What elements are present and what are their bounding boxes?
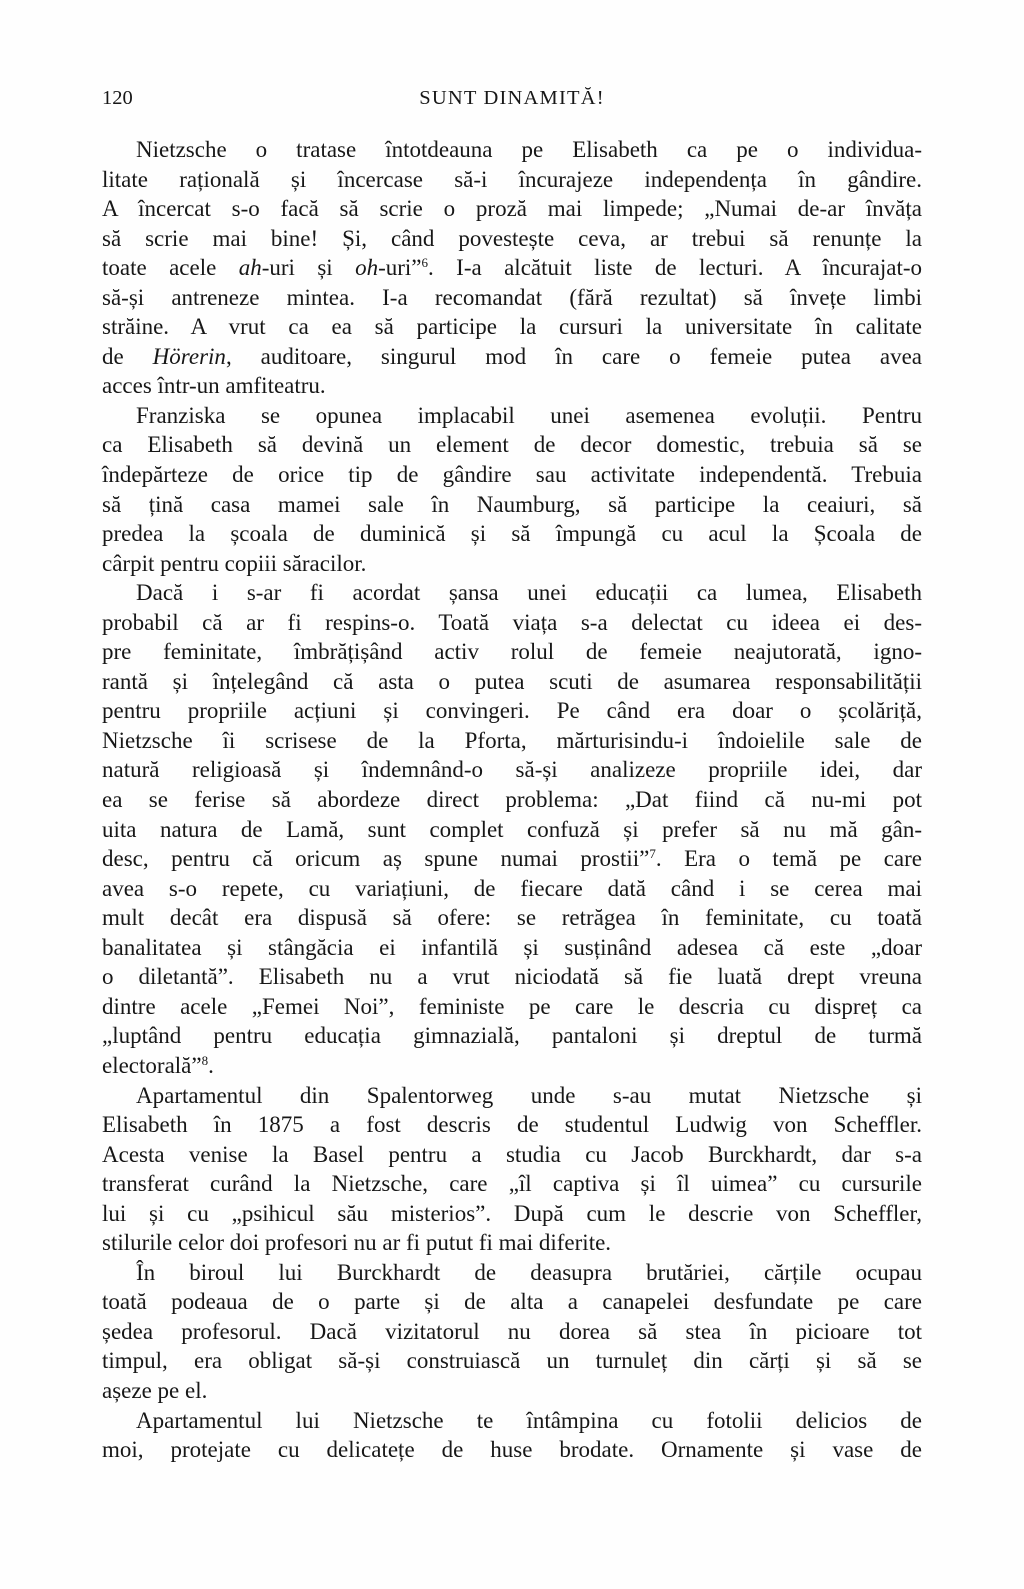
text-line: [102, 785, 922, 815]
text-line: [102, 165, 922, 195]
text-line: [102, 1376, 922, 1406]
text-line: [102, 519, 922, 549]
text-line: [102, 1199, 922, 1229]
text-line: [102, 933, 922, 963]
text-segment: lui și cu „psihicul său misterios”. După cum le descrie von Scheffler,: [102, 1200, 922, 1226]
text-segment: transferat curând la Nietzsche, care „îl captiva și îl uimea” cu cursurile: [102, 1171, 922, 1197]
text-segment: toate acele: [102, 255, 239, 281]
italic-text: ah: [238, 255, 262, 281]
text-segment: predea la școala de duminică și să împungă cu acul la Școala de: [102, 521, 922, 547]
text-line: [102, 371, 922, 401]
text-line: [102, 608, 922, 638]
running-header: SUNT DINAMITĂ!: [419, 87, 605, 109]
text-line: [102, 430, 922, 460]
text-line: [102, 401, 922, 431]
text-line: [102, 460, 922, 490]
text-line: [102, 194, 922, 224]
text-segment: o diletantă”. Elisabeth nu a vrut niciodată să fie luată drept vreuna: [102, 964, 922, 990]
text-segment: Franziska se opunea implacabil unei asemenea evoluții. Pentru: [136, 402, 922, 428]
text-line: [102, 667, 922, 697]
text-segment: , auditoare, singurul mod în care o femeie putea avea: [225, 343, 922, 369]
italic-text: Hörerin: [152, 343, 226, 369]
text-line: [102, 696, 922, 726]
text-segment: toată podeaua de o parte și de alta a canapelei desfundate pe care: [102, 1289, 922, 1315]
text-segment: -uri și: [261, 255, 356, 281]
text-segment: avea s-o repete, cu variațiuni, de fiecare dată când i se cerea mai: [102, 875, 922, 901]
text-segment: Nietzsche îi scrisese de la Pforta, mărturisindu-i îndoielile sale de: [102, 727, 922, 753]
text-segment: moi, protejate cu delicatețe de huse brodate. Ornamente și vase de: [102, 1437, 922, 1463]
text-segment: acces într-un amfiteatru.: [102, 373, 326, 399]
text-line: [102, 1140, 922, 1170]
text-segment: litate rațională și încercase să-i încurajeze independența în gândire.: [102, 166, 922, 192]
text-segment: probabil că ar fi respins-o. Toată viața s-a delectat cu ideea ei des-: [102, 609, 922, 635]
text-block: [102, 135, 922, 1465]
text-segment: Elisabeth în 1875 a fost descris de studentul Ludwig von Scheffler.: [102, 1112, 922, 1138]
text-segment: mult decât era dispusă să ofere: se retrăgea în feminitate, cu toată: [102, 905, 922, 931]
text-segment: electorală”: [102, 1052, 202, 1078]
text-line: [102, 755, 922, 785]
text-segment: îndepărteze de orice tip de gândire sau activitate independentă. Trebuia: [102, 462, 922, 488]
text-segment: Dacă i s-ar fi acordat șansa unei educații ca lumea, Elisabeth: [136, 580, 922, 606]
text-segment: să țină casa mamei sale în Naumburg, să participe la ceaiuri, să: [102, 491, 922, 517]
text-line: [102, 903, 922, 933]
paragraph: [102, 1081, 922, 1258]
text-segment: străine. A vrut ca ea să participe la cursuri la universitate în calitate: [102, 314, 922, 340]
text-line: [102, 874, 922, 904]
text-segment: . I-a alcătuit liste de lecturi. A încurajat-o: [428, 255, 923, 281]
footnote-reference: 7: [649, 846, 656, 862]
paragraph: [102, 1258, 922, 1406]
text-segment: cârpit pentru copiii săracilor.: [102, 550, 367, 576]
footnote-reference: 8: [201, 1052, 209, 1068]
text-line: [102, 1021, 922, 1051]
text-segment: Apartamentul lui Nietzsche te întâmpina cu fotolii delicios de: [136, 1407, 922, 1433]
text-line: [102, 578, 922, 608]
text-segment: să-și antreneze mintea. I-a recomandat (fără rezultat) să învețe limbi: [102, 284, 922, 310]
footnote-reference: 6: [421, 255, 429, 271]
text-line: [102, 1435, 922, 1465]
text-segment: rantă și înțelegând că asta o putea scuti de asumarea responsabilității: [102, 668, 922, 694]
text-segment: În biroul lui Burckhardt de deasupra brutăriei, cărțile ocupau: [136, 1259, 922, 1285]
text-segment: .: [208, 1052, 214, 1078]
text-line: [102, 726, 922, 756]
text-segment: „luptând pentru educația gimnazială, pantaloni și dreptul de turmă: [102, 1023, 922, 1049]
text-segment: -uri”: [378, 255, 422, 281]
text-line: [102, 490, 922, 520]
text-line: [102, 1346, 922, 1376]
text-segment: pentru propriile acțiuni și convingeri. Pe când era doar o școlăriță,: [102, 698, 922, 724]
text-segment: ca Elisabeth să devină un element de decor domestic, trebuia să se: [102, 432, 922, 458]
paragraph: [102, 1406, 922, 1465]
text-line: [102, 992, 922, 1022]
text-segment: natură religioasă și îndemnând-o să-și analizeze propriile idei, dar: [102, 757, 922, 783]
paragraph: [102, 135, 922, 401]
text-line: [102, 637, 922, 667]
text-line: [102, 253, 922, 283]
text-line: [102, 1406, 922, 1436]
text-line: [102, 1287, 922, 1317]
text-segment: de: [102, 343, 153, 369]
text-line: [102, 1081, 922, 1111]
text-line: [102, 1051, 922, 1081]
text-segment: ședea profesorul. Dacă vizitatorul nu dorea să stea în picioare tot: [102, 1318, 922, 1344]
text-line: [102, 549, 922, 579]
text-line: [102, 283, 922, 313]
text-segment: stilurile celor doi profesori nu ar fi putut fi mai diferite.: [102, 1230, 612, 1256]
text-segment: pre feminitate, îmbrățișând activ rolul de femeie neajutorată, igno-: [102, 639, 922, 665]
text-line: [102, 224, 922, 254]
text-segment: banalitatea și stângăcia ei infantilă și susținând adesea că este „doar: [102, 934, 922, 960]
text-line: [102, 815, 922, 845]
text-segment: A încercat s-o facă să scrie o proză mai limpede; „Numai de-ar învăța: [102, 196, 922, 222]
text-segment: Acesta venise la Basel pentru a studia cu Jacob Burckhardt, dar s-a: [102, 1141, 922, 1167]
text-segment: așeze pe el.: [102, 1377, 208, 1403]
italic-text: oh: [355, 255, 379, 281]
text-segment: Apartamentul din Spalentorweg unde s-au mutat Nietzsche și: [136, 1082, 922, 1108]
text-line: [102, 135, 922, 165]
paragraph: [102, 578, 922, 1080]
page-header: [102, 86, 922, 110]
text-segment: desc, pentru că oricum aș spune numai prostii”: [102, 846, 650, 872]
text-segment: ea se ferise să abordeze direct problema: „Dat fiind că nu-mi pot: [102, 787, 922, 813]
page-number: 120: [102, 87, 133, 109]
text-segment: . Era o temă pe care: [655, 846, 922, 872]
paragraph: [102, 401, 922, 578]
text-segment: să scrie mai bine! Și, când povestește ceva, ar trebui să renunțe la: [102, 225, 922, 251]
text-line: [102, 1110, 922, 1140]
text-line: [102, 1228, 922, 1258]
text-line: [102, 962, 922, 992]
text-line: [102, 1169, 922, 1199]
text-line: [102, 1317, 922, 1347]
text-line: [102, 844, 922, 874]
text-line: [102, 342, 922, 372]
text-segment: dintre acele „Femei Noi”, feministe pe care le descria cu dispreț ca: [102, 993, 922, 1019]
text-segment: uita natura de Lamă, sunt complet confuză și prefer să nu mă gân-: [102, 816, 922, 842]
text-segment: timpul, era obligat să-și construiască un turnuleț din cărți și să se: [102, 1348, 922, 1374]
text-line: [102, 312, 922, 342]
text-line: [102, 1258, 922, 1288]
text-segment: Nietzsche o tratase întotdeauna pe Elisabeth ca pe o individua-: [136, 137, 922, 162]
